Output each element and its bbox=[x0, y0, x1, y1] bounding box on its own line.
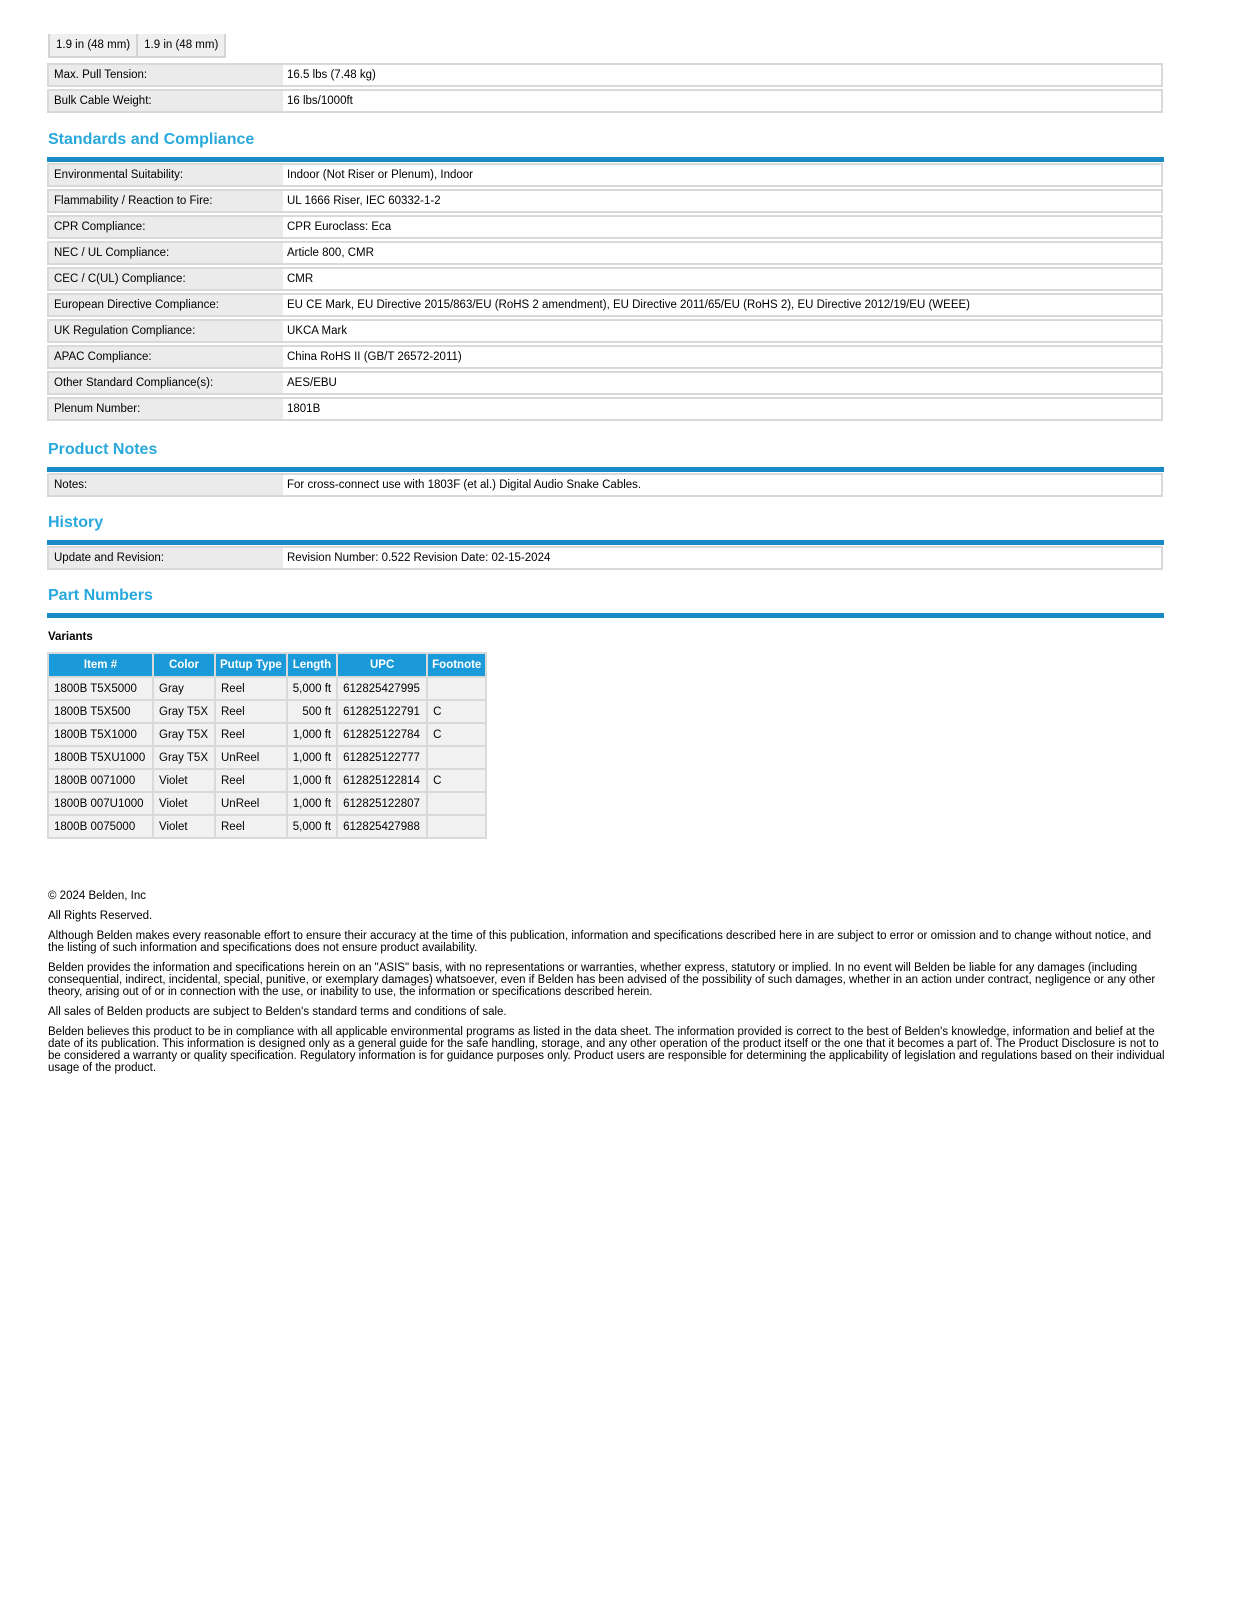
item-cell: 1800B T5X5000 bbox=[49, 678, 152, 699]
putup-cell: UnReel bbox=[216, 747, 286, 768]
item-cell: 1800B 007U1000 bbox=[49, 793, 152, 814]
spec-label: CEC / C(UL) Compliance: bbox=[49, 269, 283, 289]
spec-label: Other Standard Compliance(s): bbox=[49, 373, 283, 393]
section-title-parts: Part Numbers bbox=[48, 587, 153, 604]
spec-label: APAC Compliance: bbox=[49, 347, 283, 367]
spec-label: Plenum Number: bbox=[49, 399, 283, 419]
table-row bbox=[49, 678, 485, 699]
spec-row bbox=[47, 63, 1163, 87]
spec-value: Indoor (Not Riser or Plenum), Indoor bbox=[287, 169, 473, 181]
spec-value: 16.5 lbs (7.48 kg) bbox=[287, 69, 376, 81]
upc-cell: 612825122777 bbox=[338, 747, 426, 768]
disclaimer-accuracy: Although Belden makes every reasonable effort to ensure their accuracy at the time of this publication, information and specifications described here in are subject to error or omission and to change without notice, and the listing of such information and specifications does not ensure product availability. bbox=[48, 930, 1152, 954]
length-cell: 1,000 ft bbox=[288, 724, 336, 745]
spec-label: Notes: bbox=[49, 475, 283, 495]
spec-value: UL 1666 Riser, IEC 60332-1-2 bbox=[287, 195, 441, 207]
section-divider bbox=[47, 540, 1164, 545]
upc-cell: 612825122784 bbox=[338, 724, 426, 745]
column-header: UPC bbox=[338, 654, 426, 676]
column-header: Color bbox=[154, 654, 214, 676]
spec-label: NEC / UL Compliance: bbox=[49, 243, 283, 263]
copyright-text: © 2024 Belden, Inc bbox=[48, 890, 146, 902]
footnote-cell: C bbox=[428, 701, 485, 722]
spec-row bbox=[47, 89, 1163, 113]
color-cell: Violet bbox=[154, 816, 214, 837]
item-cell: 1800B T5X500 bbox=[49, 701, 152, 722]
section-title-notes: Product Notes bbox=[48, 441, 158, 458]
spec-value: Revision Number: 0.522 Revision Date: 02-15-2024 bbox=[287, 552, 551, 564]
column-header: Length bbox=[288, 654, 336, 676]
continuation-cell: 1.9 in (48 mm) bbox=[138, 34, 226, 58]
table-row bbox=[49, 747, 485, 768]
section-divider bbox=[47, 157, 1164, 162]
continuation-row bbox=[48, 34, 226, 58]
terms-text: All sales of Belden products are subject to Belden's standard terms and conditions of sale. bbox=[48, 1006, 507, 1018]
length-cell: 5,000 ft bbox=[288, 678, 336, 699]
item-cell: 1800B 0071000 bbox=[49, 770, 152, 791]
upc-cell: 612825122791 bbox=[338, 701, 426, 722]
section-divider bbox=[47, 467, 1164, 472]
spec-row bbox=[47, 163, 1163, 187]
color-cell: Violet bbox=[154, 793, 214, 814]
column-header: Footnote bbox=[428, 654, 485, 676]
mechanical-table bbox=[47, 63, 1163, 115]
table-row bbox=[49, 793, 485, 814]
footnote-cell: C bbox=[428, 724, 485, 745]
footnote-cell bbox=[428, 747, 485, 768]
spec-row bbox=[47, 546, 1163, 570]
putup-cell: Reel bbox=[216, 678, 286, 699]
color-cell: Gray T5X bbox=[154, 747, 214, 768]
upc-cell: 612825122807 bbox=[338, 793, 426, 814]
spec-value: UKCA Mark bbox=[287, 325, 348, 337]
variants-header-row bbox=[49, 654, 485, 676]
spec-label: Flammability / Reaction to Fire: bbox=[49, 191, 283, 211]
length-cell: 1,000 ft bbox=[288, 793, 336, 814]
color-cell: Gray bbox=[154, 678, 214, 699]
spec-row bbox=[47, 345, 1163, 369]
column-header: Putup Type bbox=[216, 654, 286, 676]
spec-label: CPR Compliance: bbox=[49, 217, 283, 237]
spec-row bbox=[47, 473, 1163, 497]
spec-row bbox=[47, 293, 1163, 317]
continuation-cell: 1.9 in (48 mm) bbox=[48, 34, 138, 58]
disclaimer-asis: Belden provides the information and specifications herein on an "ASIS" basis, with no representations or warranties, whether express, statutory or implied. In no event will Belden be liable for any damages (including consequential, indirect, incidental, special, punitive, or exemplary damages) whatsoever, even if Belden has been advised of the possibility of such damages, whether in an action under contract, negligence or any other theory, arising out of or in connection with the use, or inability to use, the information or specifications described herein. bbox=[48, 962, 1156, 998]
item-cell: 1800B T5X1000 bbox=[49, 724, 152, 745]
spec-label: Max. Pull Tension: bbox=[49, 65, 283, 85]
putup-cell: UnReel bbox=[216, 793, 286, 814]
putup-cell: Reel bbox=[216, 724, 286, 745]
table-row bbox=[49, 724, 485, 745]
table-row bbox=[49, 770, 485, 791]
upc-cell: 612825122814 bbox=[338, 770, 426, 791]
length-cell: 1,000 ft bbox=[288, 747, 336, 768]
item-cell: 1800B T5XU1000 bbox=[49, 747, 152, 768]
length-cell: 1,000 ft bbox=[288, 770, 336, 791]
spec-label: European Directive Compliance: bbox=[49, 295, 283, 315]
spec-value: CPR Euroclass: Eca bbox=[287, 221, 392, 233]
color-cell: Gray T5X bbox=[154, 701, 214, 722]
item-cell: 1800B 0075000 bbox=[49, 816, 152, 837]
footnote-cell bbox=[428, 816, 485, 837]
length-cell: 500 ft bbox=[288, 701, 336, 722]
spec-label: Update and Revision: bbox=[49, 548, 283, 568]
spec-value: EU CE Mark, EU Directive 2015/863/EU (RoHS 2 amendment), EU Directive 2011/65/EU (RoHS 2), EU Directive 2012/19/EU (WEEE) bbox=[287, 299, 971, 311]
section-divider bbox=[47, 613, 1164, 618]
color-cell: Violet bbox=[154, 770, 214, 791]
spec-value: For cross-connect use with 1803F (et al.) Digital Audio Snake Cables. bbox=[287, 479, 642, 491]
spec-row bbox=[47, 319, 1163, 343]
spec-value: Article 800, CMR bbox=[287, 247, 374, 259]
footnote-cell: C bbox=[428, 770, 485, 791]
column-header: Item # bbox=[49, 654, 152, 676]
spec-row bbox=[47, 241, 1163, 265]
spec-value: China RoHS II (GB/T 26572-2011) bbox=[287, 351, 462, 363]
upc-cell: 612825427988 bbox=[338, 816, 426, 837]
rights-text: All Rights Reserved. bbox=[48, 910, 153, 922]
history-table bbox=[47, 546, 1163, 572]
upc-cell: 612825427995 bbox=[338, 678, 426, 699]
table-row bbox=[49, 701, 485, 722]
spec-row bbox=[47, 371, 1163, 395]
section-title-history: History bbox=[48, 514, 104, 531]
spec-label: UK Regulation Compliance: bbox=[49, 321, 283, 341]
notes-table bbox=[47, 473, 1163, 499]
spec-value: AES/EBU bbox=[287, 377, 337, 389]
color-cell: Gray T5X bbox=[154, 724, 214, 745]
spec-label: Bulk Cable Weight: bbox=[49, 91, 283, 111]
spec-row bbox=[47, 215, 1163, 239]
length-cell: 5,000 ft bbox=[288, 816, 336, 837]
spec-label: Environmental Suitability: bbox=[49, 165, 283, 185]
variants-table bbox=[47, 652, 487, 839]
spec-value: CMR bbox=[287, 273, 314, 285]
putup-cell: Reel bbox=[216, 770, 286, 791]
spec-row bbox=[47, 397, 1163, 421]
footnote-cell bbox=[428, 678, 485, 699]
table-row bbox=[49, 816, 485, 837]
variants-label: Variants bbox=[48, 631, 93, 643]
putup-cell: Reel bbox=[216, 701, 286, 722]
spec-value: 16 lbs/1000ft bbox=[287, 95, 353, 107]
spec-row bbox=[47, 189, 1163, 213]
spec-row bbox=[47, 267, 1163, 291]
standards-table bbox=[47, 163, 1163, 423]
section-title-standards: Standards and Compliance bbox=[48, 131, 255, 148]
spec-value: 1801B bbox=[287, 403, 321, 415]
environmental-disclaimer: Belden believes this product to be in compliance with all applicable environmental programs as listed in the data sheet. The information provided is correct to the best of Belden's knowledge, information and belief at the date of its publication. This information is designed only as a general guide for the safe handling, storage, and any other operation of the product itself or the one that it becomes a part of. The Product Disclosure is not to be considered a warranty or quality specification. Regulatory information is for guidance purposes only. Product users are responsible for determining the applicability of legislation and regulations based on their individual usage of the product. bbox=[48, 1026, 1165, 1074]
footnote-cell bbox=[428, 793, 485, 814]
putup-cell: Reel bbox=[216, 816, 286, 837]
